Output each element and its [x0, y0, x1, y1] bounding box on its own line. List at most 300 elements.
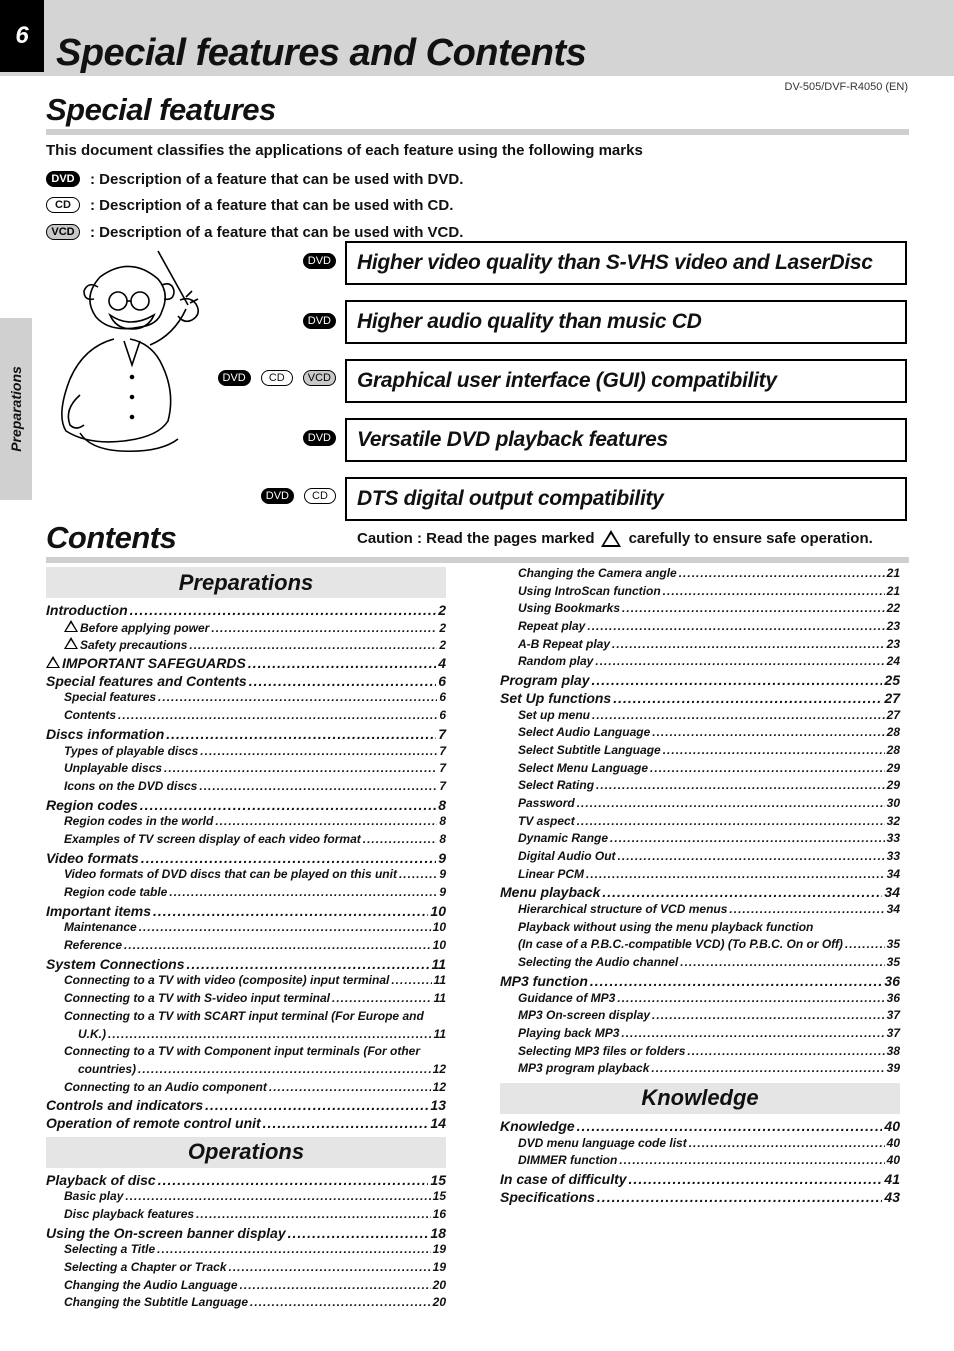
toc-entry-page: 33 — [886, 849, 900, 863]
toc-leader-dots — [679, 566, 885, 580]
toc-entry-title: Connecting to an Audio component — [64, 1079, 267, 1094]
toc-entry — [500, 814, 900, 832]
toc-leader-dots — [108, 1027, 432, 1041]
toc-entry — [500, 1008, 900, 1026]
toc-entry — [500, 902, 900, 920]
toc-leader-dots — [597, 1189, 883, 1205]
toc-entry-title: Disc playback features — [64, 1207, 195, 1221]
feature-badges — [303, 251, 336, 271]
toc-entry-page: 43 — [884, 1188, 900, 1205]
toc-leader-dots — [612, 637, 885, 651]
toc-right-column — [500, 566, 900, 1206]
toc-list — [46, 1172, 446, 1314]
cd-mark-icon: CD — [261, 370, 293, 386]
toc-entry — [500, 619, 900, 637]
warning-triangle-icon — [46, 656, 60, 668]
toc-entry-page: 20 — [432, 1277, 446, 1292]
toc-entry-title: Special features — [64, 690, 157, 705]
toc-leader-dots — [138, 1062, 431, 1076]
toc-leader-dots — [663, 584, 885, 598]
toc-entry — [500, 884, 900, 902]
page-title: Special features and Contents — [56, 32, 587, 74]
toc-entry-title: Introduction — [46, 602, 128, 618]
toc-entry — [500, 1171, 900, 1189]
toc-entry — [46, 1242, 446, 1260]
toc-entry-page: 18 — [430, 1224, 446, 1241]
toc-leader-dots — [596, 778, 885, 792]
special-features-heading: Special features — [46, 92, 276, 127]
toc-entry — [46, 602, 446, 620]
toc-entry-title: Program play — [500, 672, 590, 689]
mark-row-cd — [46, 195, 453, 215]
toc-entry-page: 28 — [886, 725, 900, 740]
toc-leader-dots — [157, 1242, 430, 1256]
toc-entry-page: 12 — [432, 1061, 446, 1076]
toc-entry-page: 21 — [886, 566, 900, 580]
toc-leader-dots — [650, 761, 885, 775]
toc-entry-page: 27 — [886, 707, 900, 722]
toc-entry-page: 9 — [439, 885, 446, 899]
toc-entry — [500, 955, 900, 973]
toc-entry — [46, 744, 446, 762]
toc-entry-title: Changing the Subtitle Language — [64, 1295, 248, 1310]
toc-entry-title: Select Rating — [518, 778, 595, 793]
toc-entry-page: 27 — [884, 689, 900, 706]
toc-entry-page: 25 — [884, 672, 900, 689]
toc-entry-title: Contents — [64, 708, 116, 723]
caution-text-before: Caution : Read the pages marked — [357, 530, 595, 547]
toc-leader-dots — [263, 1115, 429, 1131]
toc-entry-title: Video formats of DVD discs that can be played on this unit — [64, 867, 397, 882]
toc-entry — [500, 690, 900, 708]
toc-entry — [46, 903, 446, 921]
toc-entry-title: Using Bookmarks — [518, 601, 621, 616]
toc-entry — [46, 655, 446, 673]
toc-entry-page: 6 — [439, 708, 446, 723]
dvd-mark-icon: DVD — [218, 370, 251, 386]
toc-leader-dots — [621, 1026, 884, 1040]
toc-entry — [46, 832, 446, 850]
professor-illustration — [40, 245, 215, 455]
toc-entry-title: Guidance of MP3 — [518, 990, 616, 1005]
toc-leader-dots — [124, 938, 431, 952]
toc-leader-dots — [663, 743, 885, 757]
toc-leader-dots — [595, 654, 884, 668]
toc-entry-title: countries) — [78, 1061, 137, 1076]
toc-entry-page: 39 — [886, 1061, 900, 1076]
toc-leader-dots — [586, 867, 885, 881]
toc-entry — [500, 725, 900, 743]
toc-entry — [500, 1026, 900, 1044]
toc-entry-page: 9 — [439, 867, 446, 882]
toc-leader-dots — [158, 1172, 429, 1188]
toc-entry — [46, 885, 446, 903]
toc-entry-page: 23 — [886, 619, 900, 634]
toc-entry-page: 10 — [432, 920, 446, 935]
toc-entry — [46, 1115, 446, 1133]
toc-entry-page: 35 — [886, 937, 900, 952]
toc-entry-page: 24 — [886, 654, 900, 669]
toc-entry-page: 8 — [438, 796, 446, 813]
toc-entry-title: Connecting to a TV with Component input terminals (For other — [64, 1044, 420, 1059]
toc-entry-title: Special features and Contents — [46, 672, 247, 689]
toc-entry-title: Types of playable discs — [64, 743, 199, 758]
feature-box: Higher audio quality than music CD — [345, 300, 907, 344]
toc-entry-page: 28 — [886, 742, 900, 757]
toc-leader-dots — [652, 1008, 885, 1022]
toc-entry-title: Basic play — [64, 1189, 124, 1204]
toc-entry-page: 11 — [433, 991, 446, 1006]
toc-leader-dots — [332, 991, 432, 1005]
toc-leader-dots — [591, 672, 882, 688]
toc-leader-dots — [629, 1171, 883, 1187]
feature-badges — [261, 486, 336, 506]
warning-triangle-icon — [64, 637, 78, 649]
caution-note — [357, 530, 873, 547]
toc-entry-page: 33 — [886, 831, 900, 846]
toc-entry-page: 4 — [438, 655, 446, 672]
toc-entry-title: Reference — [64, 938, 123, 953]
toc-entry-page: 6 — [438, 672, 446, 689]
toc-leader-dots — [125, 1189, 430, 1203]
toc-entry-title: Safety precautions — [80, 638, 188, 653]
toc-entry — [46, 637, 446, 655]
feature-box: Graphical user interface (GUI) compatibility — [345, 359, 907, 403]
mark-description: : Description of a feature that can be used with DVD. — [90, 170, 464, 188]
toc-entry-title: MP3 program playback — [518, 1061, 650, 1076]
toc-entry — [500, 831, 900, 849]
model-number: DV-505/DVF-R4050 (EN) — [784, 81, 908, 93]
toc-entry — [46, 726, 446, 744]
toc-entry-title: Set up menu — [518, 707, 591, 722]
toc-entry-title: Playback of disc — [46, 1171, 156, 1188]
dvd-mark-icon: DVD — [303, 253, 336, 269]
toc-entry — [46, 1207, 446, 1225]
toc-entry — [46, 938, 446, 956]
toc-list — [500, 566, 900, 1079]
toc-entry-title: Password — [518, 795, 575, 810]
toc-entry-page: 13 — [430, 1097, 446, 1114]
toc-entry — [500, 920, 900, 938]
toc-entry-page: 20 — [432, 1295, 446, 1310]
toc-entry-page: 11 — [433, 1026, 446, 1041]
toc-leader-dots — [240, 1278, 431, 1292]
toc-leader-dots — [118, 708, 437, 722]
toc-entry — [500, 796, 900, 814]
toc-entry-page: 8 — [439, 831, 446, 846]
toc-entry-title: Knowledge — [500, 1117, 575, 1134]
toc-leader-dots — [687, 1044, 884, 1058]
toc-leader-dots — [169, 885, 437, 899]
page-number: 6 — [0, 0, 44, 72]
toc-entry — [500, 1118, 900, 1136]
toc-entry-title: Before applying power — [80, 620, 210, 635]
toc-entry — [46, 797, 446, 815]
toc-entry — [500, 743, 900, 761]
toc-entry — [46, 761, 446, 779]
toc-entry-title: MP3 On-screen display — [518, 1008, 651, 1023]
toc-leader-dots — [288, 1225, 429, 1241]
toc-leader-dots — [363, 832, 438, 846]
toc-entry — [46, 814, 446, 832]
toc-leader-dots — [622, 601, 885, 615]
toc-entry — [46, 867, 446, 885]
toc-entry-page: 10 — [432, 938, 446, 953]
toc-entry-title: Playback without using the menu playback function — [518, 919, 814, 934]
toc-entry-title: A-B Repeat play — [518, 636, 611, 651]
toc-leader-dots — [139, 920, 431, 934]
toc-entry — [500, 991, 900, 1009]
toc-entry-page: 22 — [886, 601, 900, 616]
toc-entry-title: DVD menu language code list — [518, 1135, 687, 1150]
toc-entry-title: Selecting a Chapter or Track — [64, 1260, 227, 1275]
toc-entry-title: Operation of remote control unit — [46, 1114, 261, 1131]
toc-entry-page: 29 — [886, 760, 900, 775]
toc-entry-page: 19 — [432, 1260, 446, 1275]
toc-entry-title: Repeat play — [518, 619, 586, 634]
toc-entry-page: 19 — [432, 1242, 446, 1257]
toc-leader-dots — [199, 779, 437, 793]
toc-leader-dots — [592, 708, 885, 722]
toc-entry-title: Select Menu Language — [518, 760, 649, 775]
feature-badges — [218, 368, 336, 388]
toc-entry-page: 11 — [433, 973, 446, 988]
toc-entry-page: 16 — [432, 1207, 446, 1221]
toc-entry-page: 2 — [438, 602, 446, 618]
dvd-mark-icon: DVD — [46, 171, 80, 187]
vcd-mark-icon: VCD — [46, 224, 80, 240]
toc-entry — [500, 708, 900, 726]
toc-entry-title: Random play — [518, 654, 594, 669]
toc-leader-dots — [651, 1061, 884, 1075]
toc-entry-title: TV aspect — [518, 813, 575, 828]
toc-entry-page: 36 — [886, 990, 900, 1005]
mark-row-dvd — [46, 169, 463, 189]
cd-mark-icon: CD — [46, 197, 80, 213]
toc-entry-page: 2 — [439, 620, 446, 635]
toc-entry-title: Using IntroScan function — [518, 583, 661, 598]
dvd-mark-icon: DVD — [303, 313, 336, 329]
toc-leader-dots — [164, 761, 437, 775]
toc-leader-dots — [189, 638, 437, 652]
toc-entry-title: Select Subtitle Language — [518, 742, 661, 757]
toc-entry-page: 8 — [439, 814, 446, 829]
toc-leader-dots — [215, 814, 437, 828]
dvd-mark-icon: DVD — [303, 430, 336, 446]
side-tab-label: Preparations — [8, 366, 24, 452]
toc-leader-dots — [391, 973, 431, 987]
toc-entry-title: Examples of TV screen display of each video format — [64, 831, 361, 846]
toc-entry-page: 23 — [886, 636, 900, 651]
toc-entry — [46, 973, 446, 991]
toc-entry-title: Discs information — [46, 725, 165, 742]
heading-rule — [46, 129, 909, 135]
toc-entry — [46, 620, 446, 638]
toc-entry — [46, 1044, 446, 1062]
vcd-mark-icon: VCD — [303, 370, 336, 386]
section-heading-knowledge: Knowledge — [500, 1083, 900, 1114]
feature-box: Higher video quality than S-VHS video and LaserDisc — [345, 241, 907, 285]
toc-entry-title: Video formats — [46, 849, 139, 866]
toc-entry-page: 12 — [432, 1079, 446, 1094]
toc-leader-dots — [140, 797, 436, 813]
feature-box: Versatile DVD playback features — [345, 418, 907, 462]
toc-entry — [500, 1136, 900, 1154]
toc-entry — [500, 654, 900, 672]
toc-entry-page: 40 — [886, 1135, 900, 1150]
toc-entry — [500, 1153, 900, 1171]
toc-entry-page: 7 — [438, 725, 446, 742]
toc-leader-dots — [250, 1295, 431, 1309]
side-tab — [0, 318, 32, 500]
toc-leader-dots — [205, 1097, 428, 1113]
toc-entry-page: 2 — [439, 638, 446, 653]
toc-leader-dots — [610, 831, 885, 845]
toc-entry-page: 37 — [886, 1025, 900, 1040]
toc-entry — [46, 673, 446, 691]
toc-entry — [46, 1225, 446, 1243]
toc-entry-title: Using the On-screen banner display — [46, 1224, 286, 1241]
toc-entry — [500, 973, 900, 991]
toc-leader-dots — [652, 725, 884, 739]
toc-entry-title: Changing the Camera angle — [518, 566, 677, 580]
toc-list — [500, 1118, 900, 1206]
toc-entry — [46, 1295, 446, 1313]
contents-heading: Contents — [46, 520, 177, 555]
toc-entry — [46, 1080, 446, 1098]
toc-entry — [46, 1172, 446, 1190]
mark-description: : Description of a feature that can be used with VCD. — [90, 223, 464, 241]
toc-entry — [500, 584, 900, 602]
warning-triangle-icon — [64, 620, 78, 632]
toc-leader-dots — [689, 1136, 885, 1150]
toc-entry-page: 15 — [432, 1189, 446, 1204]
toc-entry-page: 34 — [886, 866, 900, 881]
toc-entry-title: Connecting to a TV with SCART input terminal (For Europe and — [64, 1008, 424, 1023]
toc-entry-title: Icons on the DVD discs — [64, 778, 198, 793]
toc-entry-page: 30 — [886, 795, 900, 810]
toc-leader-dots — [729, 902, 884, 916]
cd-mark-icon: CD — [304, 488, 336, 504]
toc-leader-dots — [249, 673, 436, 689]
toc-entry — [46, 1009, 446, 1027]
mark-description: : Description of a feature that can be used with CD. — [90, 196, 454, 214]
toc-entry — [500, 761, 900, 779]
toc-entry-title: (In case of a P.B.C.-compatible VCD) (To P.B.C. On or Off) — [518, 937, 843, 952]
contents-rule — [46, 557, 909, 563]
toc-entry-title: Maintenance — [64, 920, 137, 935]
toc-leader-dots — [158, 690, 437, 704]
toc-leader-dots — [577, 796, 885, 810]
toc-leader-dots — [166, 726, 436, 742]
toc-leader-dots — [269, 1080, 431, 1094]
toc-entry-title: Connecting to a TV with S-video input terminal — [64, 991, 331, 1006]
toc-entry-page: 34 — [886, 902, 900, 917]
toc-entry-title: Region codes in the world — [64, 814, 214, 829]
toc-entry — [500, 1189, 900, 1207]
toc-entry-title: Selecting the Audio channel — [518, 955, 679, 970]
toc-left-column — [46, 567, 446, 1313]
toc-entry-page: 35 — [886, 955, 900, 970]
toc-entry-title: System Connections — [46, 955, 185, 972]
toc-entry — [46, 1027, 446, 1045]
toc-entry-title: Linear PCM — [518, 866, 585, 881]
toc-entry-page: 21 — [886, 583, 900, 598]
toc-leader-dots — [587, 619, 884, 633]
toc-leader-dots — [130, 602, 437, 618]
toc-entry-title: MP3 function — [500, 972, 588, 989]
toc-leader-dots — [229, 1260, 431, 1274]
toc-entry-page: 29 — [886, 778, 900, 793]
toc-entry — [46, 850, 446, 868]
toc-entry-page: 11 — [431, 955, 446, 972]
feature-box: DTS digital output compatibility — [345, 477, 907, 521]
toc-leader-dots — [186, 956, 429, 972]
toc-entry — [500, 849, 900, 867]
toc-leader-dots — [680, 955, 884, 969]
toc-entry — [500, 601, 900, 619]
toc-leader-dots — [619, 1153, 884, 1167]
toc-entry-page: 7 — [439, 743, 446, 758]
toc-entry — [500, 1061, 900, 1079]
toc-entry — [500, 1044, 900, 1062]
warning-triangle-icon — [601, 530, 621, 547]
toc-entry — [46, 956, 446, 974]
toc-entry-title: Select Audio Language — [518, 725, 651, 740]
toc-leader-dots — [577, 1118, 883, 1134]
toc-entry-page: 36 — [884, 972, 900, 989]
section-heading-preparations: Preparations — [46, 567, 446, 598]
feature-badges — [303, 428, 336, 448]
toc-leader-dots — [153, 903, 428, 919]
toc-entry-page: 10 — [430, 902, 446, 919]
toc-entry-title: IMPORTANT SAFEGUARDS — [62, 655, 246, 672]
toc-leader-dots — [602, 884, 882, 900]
mark-row-vcd — [46, 222, 463, 242]
toc-entry-title: Region code table — [64, 885, 168, 899]
marks-intro: This document classifies the applications of each feature using the following marks — [46, 142, 643, 159]
toc-entry — [46, 779, 446, 797]
toc-list — [46, 602, 446, 1133]
toc-entry — [46, 1278, 446, 1296]
toc-entry-title: Unplayable discs — [64, 761, 163, 776]
toc-entry-title: Menu playback — [500, 884, 601, 901]
toc-entry-page: 7 — [439, 778, 446, 793]
toc-entry — [500, 637, 900, 655]
dvd-mark-icon: DVD — [261, 488, 294, 504]
toc-entry-title: U.K.) — [78, 1026, 106, 1041]
toc-entry-page: 15 — [430, 1171, 446, 1188]
toc-entry — [46, 991, 446, 1009]
toc-leader-dots — [248, 655, 436, 671]
toc-entry-page: 7 — [439, 761, 446, 776]
toc-leader-dots — [200, 744, 437, 758]
toc-entry — [500, 937, 900, 955]
toc-leader-dots — [399, 867, 437, 881]
toc-leader-dots — [617, 991, 884, 1005]
toc-leader-dots — [613, 690, 882, 706]
toc-entry-page: 32 — [886, 813, 900, 828]
toc-entry-page: 40 — [884, 1117, 900, 1134]
toc-leader-dots — [845, 937, 885, 951]
caution-text-after: carefully to ensure safe operation. — [628, 530, 873, 547]
toc-entry — [46, 690, 446, 708]
feature-badges — [303, 311, 336, 331]
toc-leader-dots — [618, 849, 885, 863]
toc-entry-page: 37 — [886, 1008, 900, 1023]
toc-entry-title: Specifications — [500, 1188, 595, 1205]
toc-entry-title: Digital Audio Out — [518, 849, 616, 863]
